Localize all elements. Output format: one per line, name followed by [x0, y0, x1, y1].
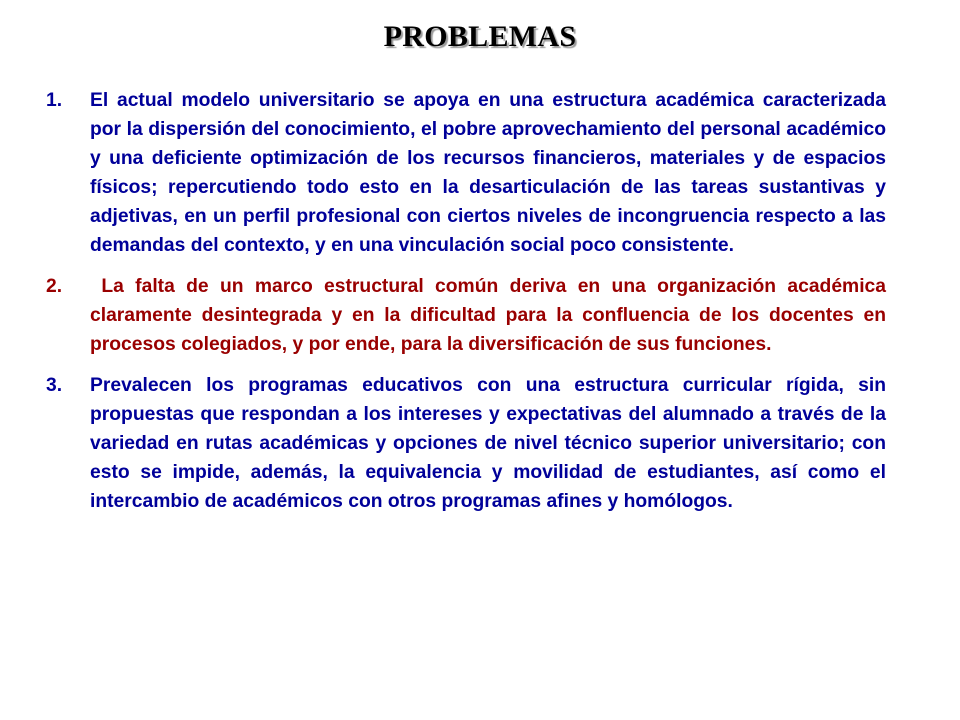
- problem-list: [46, 86, 892, 528]
- slide-title: PROBLEMAS: [383, 20, 577, 53]
- problem-item-1: [46, 86, 886, 260]
- problem-item-2: [46, 272, 892, 359]
- item-number: 2.: [46, 276, 63, 297]
- item-text: Prevalecen los programas educativos con una estructura curricular rígida, sin propuestas que respondan a los intereses y expectativas del alumnado a través de la variedad en rutas académicas y opciones de nivel técnico superior universitario; con esto se impide, además, la equivalencia y movilidad de estudiantes, así como el intercambio de académicos con otros programas afines y homólogos.: [90, 375, 886, 512]
- item-text: La falta de un marco estructural común deriva en una organización académica claramente desintegrada y en la dificultad para la confluencia de los docentes en procesos colegiados, y por ende, para la diversificación de sus funciones.: [90, 276, 892, 355]
- item-text: El actual modelo universitario se apoya en una estructura académica caracterizada por la dispersión del conocimiento, el pobre aprovechamiento del personal académico y una deficiente optimización de los recursos financieros, materiales y de espacios físicos; repercutiendo todo esto en la desarticulación de las tareas sustantivas y adjetivas, en un perfil profesional con ciertos niveles de incongruencia respecto a las demandas del contexto, y en una vinculación social poco consistente.: [90, 90, 886, 256]
- problem-item-3: [46, 371, 886, 516]
- item-number: 3.: [46, 375, 63, 396]
- item-number: 1.: [46, 90, 63, 111]
